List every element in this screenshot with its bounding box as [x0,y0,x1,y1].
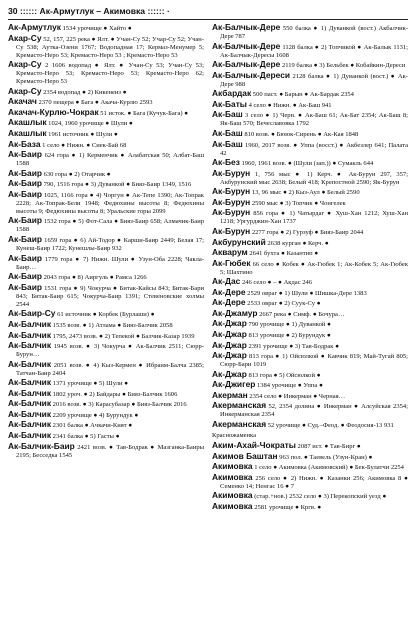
entry-headword: Акимовка [212,461,253,472]
entry-headword: Ак-Балчык-Дере [212,59,281,70]
entry-text: 813 гора ● 5) Ойсюлкой ● [246,371,321,379]
dictionary-entry [212,259,408,277]
dictionary-entry [8,150,204,168]
dictionary-entry [212,140,408,158]
entry-headword: Ак-Балчик [8,318,52,329]
dictionary-entry [8,331,204,341]
entry-headword: Акашлык [8,117,47,128]
dictionary-entry [8,309,204,319]
entry-headword: Ак-Бурун [212,167,251,178]
entry-text: 66 село ● Кобек ● Ак-Гюбек 1; Ак-Кобек 5; Ак-Гюбек 5; Шахтино [220,260,408,276]
entry-headword: Аким-Ахай-Чократы [212,439,296,450]
entry-text: 2301 балка ● Ачкачи-Кият ● [51,422,133,430]
entry-text: 1371 урочище ● 5) Шули ● [51,380,129,388]
dictionary-entry [212,288,408,298]
entry-text: 2667 река ● Симф. ● Бочура… [257,310,345,318]
entry-text: 2391 урочище ● 3) Тав-Бодрак ● [246,342,340,350]
entry-headword: Акимовка [212,471,253,482]
dictionary-entry [8,129,204,139]
entry-headword: Ак-Баир [8,252,42,263]
dictionary-entry [8,140,204,150]
entry-headword: Ак-Бурун [212,225,251,236]
entry-text: 2421 возв. ● Тав-Бодрак ● Мазганка-Баиры 2195; Бесседка 1545 [16,443,204,459]
entry-text: 1534 урочище ● Хайто ● [60,25,132,32]
entry-headword: Акимов Баштан [212,450,278,461]
entry-text: 2128 балка ● 1) Дуванкой (вост.) ● Ак-Дере 988 [220,72,408,88]
entry-text: 52 урочище ● Суд.–Феод. ● Феодосия-13 931 [266,421,394,429]
dictionary-entry [8,87,204,97]
entry-text: 2277 гора ● 2) Гурзуф ● Бияз-Баир 2044 [250,228,364,236]
entry-headword: Акимовка [212,490,253,501]
entry-headword: Ак-Балчик [8,408,52,419]
dictionary-entry [212,277,408,287]
entry-headword: Ак-Балчык-Дере [212,22,281,32]
dictionary-entry [212,441,408,451]
entry-text: 790, 1516 гора ● 3) Дуванкой ● Бияз-Баир 1349, 1516 [41,181,192,189]
entry-headword: Ак-Бурун [212,196,251,207]
entry-text: 1795, 2473 возв. ● 2) Тепекой ● Балчик-Казар 1939 [51,332,195,340]
left-column [8,23,204,512]
entry-text: 2016 возв. ● 3) Карасубазар ● Бияз-Балчик 2016 [51,401,187,409]
dictionary-entry [8,34,204,60]
dictionary-entry [212,23,408,41]
entry-headword: Акерманская [212,400,267,411]
entry-text: 2590 мыс ● 3) Топчик ● Чонгелек [250,199,346,207]
entry-headword: Ак-Баир [8,149,42,160]
entry-text: 51 исток. ● Бага (Кучук-Бага) ● [98,109,189,117]
dictionary-entry [8,283,204,309]
entry-headword: Акар-Су [8,59,42,70]
dictionary-entry [8,216,204,234]
dictionary-entry [8,190,204,216]
dictionary-entry [212,319,408,329]
entry-text: 2051 возв. ● 4) Кыз-Кермен ● Ибраим-Балча 2385; Татчан-Баир 2404 [16,361,204,377]
entry-headword: Ак-Балчык-Дереси [212,69,291,80]
entry-headword: Ак-Баир [8,234,42,245]
entry-text: 4 село ● Нижн. ● Ак-Баш 941 [246,101,332,109]
entry-text: 1, 756 мыс ● 1) Керч. ● Ак-Бурун 297, 357; Акбурунский мыс 2638; Белый 418; Крепостной 2590; Як-Бурун [220,170,408,186]
entry-text: 1128 балка ● 2) Топчикой ● Ак-Балык 1131; Ак-Балчык-Дересы 1608 [220,43,408,59]
entry-text: 1945 возв. ● 3) Чокурча ● Ак-Балчик 2511; Сюрр-Бурун… [16,343,204,359]
entry-text: 624 гора ● 1) Керменчик ● Алабатская 50; Албат-Баш 1588 [16,152,204,168]
dictionary-entry [212,351,408,369]
dictionary-entry [212,452,408,462]
dictionary-entry [212,341,408,351]
entry-text: 1531 гора ● 9) Чокурча ● Битак-Кайсы 843; Битак-Бари 843; Битак-Баир 615; Чокурча-Баир 1391; Стевеновские холмы 2544 [16,284,204,308]
dictionary-entry [212,462,408,472]
dictionary-entry [212,71,408,89]
entry-text: 2119 балка ● 3) Бельбек ● Кобайкин-Дереси [280,62,406,70]
dictionary-entry [8,360,204,378]
dictionary-entry [8,179,204,189]
dictionary-entry [8,23,204,33]
entry-text: 246 село ● – ● Акдас 246 [240,279,313,287]
entry-text: 61 источник ● Корбек (Бурлаши) ● [55,311,155,319]
dictionary-entry [8,341,204,359]
entry-headword: Акар-Су [8,85,42,96]
entry-headword: Ак-Без [212,157,240,168]
entry-headword: Ак-Балчик [8,377,52,388]
dictionary-entry [212,380,408,390]
entry-headword: Ак-Баир [8,167,42,178]
dictionary-entry [212,491,408,501]
entry-headword: Ак-Бурун [212,207,251,218]
entry-text: 813 урочище ● 2) Бурундук ● [246,331,331,339]
entry-text: 1384 урочище ● Уппа ● [255,382,323,390]
dictionary-entry [8,108,204,118]
entry-headword: Ак-Гюбек [212,257,251,268]
entry-headword: Ак-Балчик [8,329,52,340]
dictionary-entry [212,502,408,512]
entry-text: 810 возв. ● Бююк-Сирень ● Ак-Кая 1848 [242,131,359,139]
entry-headword: Ак-База [8,138,41,149]
entry-text: 2533 овраг ● 2) Суук-Су ● [245,300,321,308]
entry-text: 2 1606 водопад ● Ялт. ● Учан-Су 53; Учан-Су 53; Кремасто-Неро 53; Кремасто-Неро 53; Кремасто-Неро 62; Кремасто-Неро 53 [16,62,204,86]
dictionary-entry [8,235,204,253]
entry-text: 2209 урочище ● 4) Бурундук ● [51,411,139,419]
dictionary-entry [212,370,408,380]
entry-headword: Ак-Джар [212,328,247,339]
running-head: 30 :::::: Ак-Армутлук – Акимовка :::::: · [8,6,408,20]
dictionary-entry [212,42,408,60]
entry-headword: Ак-Джамур [212,307,258,318]
entry-headword: Ак-Балчик [8,358,52,369]
entry-headword: Ак-Джигер [212,379,256,390]
dictionary-entry [212,309,408,319]
dictionary-entry [212,430,408,440]
entry-headword: Акар-Су [8,32,42,43]
entry-text: 550 балка ● 1) Дуванкой (вост.) Акбалчик-Дере 787 [220,25,408,41]
columns [8,23,408,512]
entry-headword: Ак-Баир-Су [8,308,56,319]
entry-text: 2354 водопад ● 2) Кикенеиз ● [41,88,127,96]
dictionary-entry [212,60,408,70]
entry-text: 1960, 1961 возв. ● (Шули (зап.)) ● Сумакль 644 [239,160,374,168]
entry-headword: Ак-Дере [212,286,246,297]
dictionary-entry [212,391,408,401]
dictionary-entry [212,198,408,208]
entry-headword: Акерман [212,389,248,400]
entry-text: 813 гора ● 1) Ойсюлкой ● Кавчик 819; Май-Тугай 805; Сюрр-Бари 1019 [220,353,408,369]
entry-headword: Ак-Балчик [8,429,52,440]
entry-text: 2370 пещера ● Бага ● Акача-Курлю 2593 [36,99,153,107]
entry-text: 1532 гора ● 5) Фот-Сала ● Бияз-Баир 658; Алмачик-Баир 1588 [16,218,204,234]
entry-headword: Ак-Дас [212,276,241,287]
dictionary-entry [212,298,408,308]
dictionary-entry [212,129,408,139]
entry-headword: Акварум [212,247,248,258]
entry-headword: Акерманская [212,418,267,429]
entry-text: 1024, 1960 урочище ● Шули ● [46,120,133,128]
dictionary-entry [8,399,204,409]
dictionary-entry [8,378,204,388]
dictionary-entry [212,208,408,226]
dictionary-entry [8,442,204,460]
dictionary-entry [212,89,408,99]
entry-headword: Ак-Джар [212,339,247,350]
dictionary-entry [8,272,204,282]
dictionary-entry [212,238,408,248]
dictionary-entry [212,248,408,258]
entry-text: 3 село ● 1) Черн. ● Ак-Баш 61; Ак-Бат 2354; Ак-Баш 8; Як-Баш 570; Вечеславовка 1792 [220,112,408,128]
entry-text: 2341 балка ● 5) Гасты ● [51,432,120,440]
entry-text: 1025, 1166 гора ● 4) Чоргун ● Ак-Тепе 1390; Ак-Топрак 2228; Ак-Топрак-Бели 1948; Федюхины высоты 8; Федюхины высоты 9; Федюхины высоты 8; Уральские горы 2099 [16,191,204,215]
entry-headword: Ак-Джар [212,368,247,379]
entry-headword: Ак-Баир [8,178,42,189]
entry-headword: Ак-Баш [212,128,243,139]
entry-text: 963 пол. ● Таевель (Узун-Кран) ● [277,453,373,461]
entry-text: 2638 курган ● Керч. ● [265,239,329,247]
entry-text: 2529 овраг ● 1) Шули ● Шишка-Дере 1383 [245,289,367,297]
entry-headword: Акачач [8,96,37,107]
entry-text: 1960, 2017 возв. ● Уппа (восст.) ● Акбезлер 641; Палата 42 [220,141,408,157]
entry-headword: Ак-Дере [212,297,246,308]
dictionary-entry [8,431,204,441]
dictionary-entry [8,410,204,420]
entry-headword: Ак-Балчик [8,340,52,351]
entry-text: 2043 гора ● 8) Аиргуль ● Рамса 1266 [41,274,147,282]
entry-headword: Акашлык [8,128,47,139]
entry-headword: Ак-Баир [8,188,42,199]
dictionary-entry [212,169,408,187]
entry-text: (стар.+нов.) 2532 село ● 3) Перекопский уезд ● [252,493,387,501]
entry-headword: Ак-Джар [212,318,247,329]
entry-headword: Ак-Балчык-Дере [212,40,281,51]
entry-text: 500 паст. ● Барын ● Ак-Бардак 2354 [251,91,354,99]
entry-text: 1 село ● Акимовка (Акимовский) ● Бек-Булатчи 2254 [252,464,404,472]
entry-text: 2354 село ● Инкерман ● Черная… [247,392,346,400]
entry-text: 13, 96 мыс ● 2) Кыз-Аул ● Белый 2590 [250,189,360,197]
entry-text: 256 село ● 2) Нижн. ● Казанки 256; Акимовка 8 ● Семенко 14; Ненгас 16 ● 7 [220,474,408,490]
dictionary-entry [8,118,204,128]
entry-text: 630 гора ● 2) Отарчик ● [41,170,111,178]
dictionary-entry [212,420,408,430]
dictionary-entry [212,473,408,491]
entry-headword: Ак-Баир [8,271,42,282]
entry-headword: Ак-Баир [8,281,42,292]
entry-headword: Акимовка [212,500,253,511]
entry-text: 2087 ист. ● Тав-Бирг ● [295,442,361,450]
entry-headword: Ак-Баир [8,215,42,226]
entry-text: 856 гора ● 1) Чатырдаг ● Хуш-Хан 1212; Хуш-Хан 1218; Ургурджин-Хан 1737 [220,210,408,226]
entry-headword: Ак-Армутлук [8,22,61,32]
dictionary-entry [8,169,204,179]
right-column [212,23,408,512]
entry-headword: Акбардак [212,88,252,99]
entry-headword: Ак-Баш [212,109,243,120]
entry-text: 1779 гора ● 7) Нижн. Шули ● Узун-Оба 2228; Чакла-Баир… [16,255,204,271]
entry-text: Красножаменка [212,432,257,440]
dictionary-entry [212,158,408,168]
dictionary-entry [212,187,408,197]
entry-text: 1535 возв. ● 1) Атлама ● Бияз-Балчик 2058 [51,321,173,329]
entry-text: 1 село ● Нижн. ● Сиек-Бай 68 [40,141,127,149]
entry-headword: Ак-Бурун [212,186,251,197]
entry-text: 790 урочище ● 1) Дуванкой ● [246,321,331,329]
dictionary-entry [8,60,204,86]
entry-headword: Ак-Балчик [8,387,52,398]
entry-headword: Ак-Балчик [8,398,52,409]
dictionary-entry [8,320,204,330]
entry-text: 52, 157, 225 река ● Ялт. ● Учан-Су 52; Учар-Су 52; Учан-Су 538; Аутка-Озени 1767; Водопадная 17; Кермаз-Менумер 5; Кремасто-Неро 53; Кремасто-Неро 53 ; Кремасто-Неро 53 [16,35,204,59]
entry-headword: Ак-Балчик [8,419,52,430]
entry-headword: Ак-Баты [212,98,247,109]
entry-text: 1802 уроч. ● 2) Байдары ● Бияз-Балчик 1606 [51,390,178,398]
dictionary-entry [212,110,408,128]
entry-text: 52, 2354 долина ● Инкерман ● Алсуйская 2354; Инкерманская 2354 [220,403,408,419]
dictionary-entry [8,389,204,399]
dictionary-entry [212,227,408,237]
dictionary-entry [212,401,408,419]
entry-headword: Акачач-Курлю-Чокрак [8,106,99,117]
dictionary-entry [8,420,204,430]
entry-headword: Ак-Баш [212,138,243,149]
dictionary-entry [8,254,204,272]
entry-headword: Ак-Балчик-Баир [8,440,75,451]
entry-headword: Ак-Джар [212,350,247,361]
entry-headword: Акбурунский [212,236,266,247]
dictionary-entry [8,97,204,107]
dictionary-entry [212,330,408,340]
entry-text: 1961 источник ● Шули ● [46,131,118,139]
entry-text: 2581 урочище ● Кргв. ● [252,503,322,511]
entry-text: 1659 гора ● 6) Ай-Тодор ● Карши-Баир 2449; Белая 17; Кунеш-Баир 1722; Кунешлы-Баир 932 [16,237,204,253]
dictionary-entry [212,100,408,110]
entry-text: 2641 бухта ● Казантип ● [247,250,319,258]
